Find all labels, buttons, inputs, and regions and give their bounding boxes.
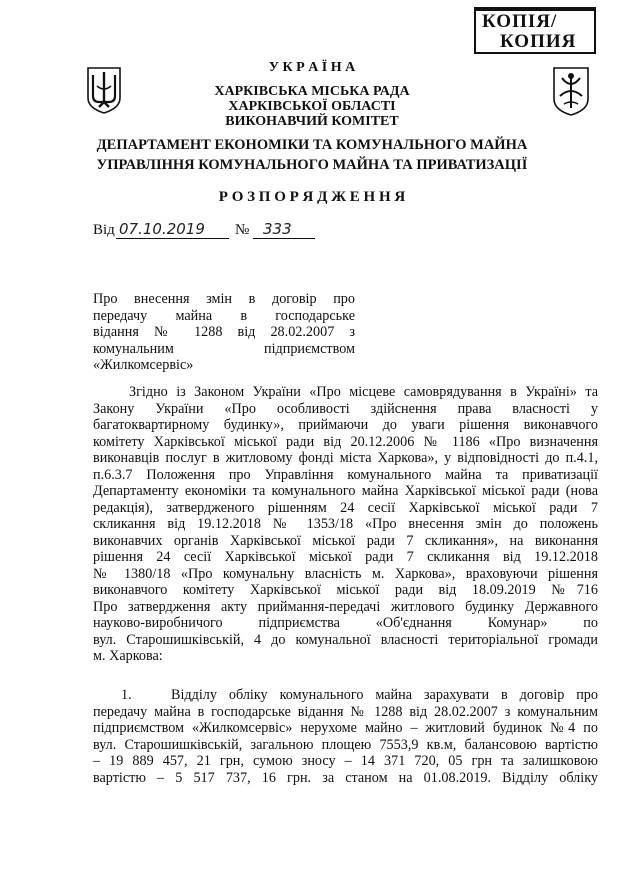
date-from-label: Від [93, 222, 115, 238]
item-1-line: – 19 889 457, 21 грн, сумою зносу – 14 371 720, 05 грн та залишковою [93, 753, 598, 769]
document-number: 333 [263, 220, 292, 238]
country-heading: У К Р А Ї Н А [268, 60, 356, 75]
subject-line: відання № 1288 від 28.02.2007 з [93, 324, 355, 340]
body-line: п.6.3.7 Положення про Управління комунального майна та приватизації [93, 466, 598, 483]
body-line: багатоквартирному будинку», приймаючи до уваги рішення виконавчого [93, 417, 598, 433]
stamp-line-2: КОПИЯ [500, 31, 577, 52]
number-underline [253, 238, 315, 239]
council-name-line-2: ХАРКІВСЬКОЇ ОБЛАСТІ [228, 99, 396, 114]
body-line: виконавців послуг в житловому фонді міста Харкова», у відповідності до п.4.1, [93, 450, 598, 466]
item-1-line: Відділу обліку комунального майна зарахувати в договір про [171, 687, 598, 703]
body-line: науково-виробничого підприємства «Об'єднання Комунар» по [93, 615, 598, 631]
date-number-line [93, 220, 333, 242]
department-heading: ДЕПАРТАМЕНТ ЕКОНОМІКИ ТА КОМУНАЛЬНОГО МАЙНА [96, 137, 528, 153]
body-line: Закону України «Про особливості здійснення права власності у [93, 400, 598, 417]
number-label: № [235, 222, 250, 238]
directorate-heading: УПРАВЛІННЯ КОМУНАЛЬНОГО МАЙНА ТА ПРИВАТИЗАЦІЇ [96, 157, 528, 173]
stamp-line-1: КОПІЯ/ [482, 11, 558, 32]
body-line: виконавчих органів Харківської міської ради 7 скликання», на виконання [93, 532, 598, 549]
body-line: комітету Харківської міської ради від 20.12.2006 № 1186 «Про визначення [93, 433, 598, 450]
body-line: № 1380/18 «Про комунальну власність м. Харкова», враховуючи рішення [93, 565, 598, 582]
subject-block [93, 291, 355, 374]
item-1-number: 1. [121, 687, 132, 703]
document-type-heading: Р О З П О Р Я Д Ж Е Н Н Я [218, 189, 406, 205]
body-line: виконавчого комітету Харківської міської ради від 18.09.2019 №716 [93, 582, 598, 598]
body-line: редакція), затвердженого рішенням 24 сесії Харківської міської ради 7 [93, 499, 598, 516]
council-name-line-1: ХАРКІВСЬКА МІСЬКА РАДА [214, 84, 410, 99]
date-underline [116, 238, 229, 239]
subject-line: «Жилкомсервіс» [93, 357, 194, 373]
body-line: Про затвердження акту приймання-передачі житлового будинку Державного [93, 598, 598, 615]
subject-line: Про внесення змін в договір про [93, 291, 355, 307]
item-1-line: вартістю – 5 517 737, 16 грн. за станом на 01.08.2019. Відділу обліку [93, 769, 598, 786]
item-1-paragraph [93, 687, 598, 786]
subject-line: комунальним підприємством [93, 340, 355, 357]
council-name-line-3: ВИКОНАВЧИЙ КОМІТЕТ [225, 114, 399, 129]
body-line: Департаменту економіки та комунального майна Харківської міської ради (нова [93, 483, 598, 499]
preamble-paragraph [93, 384, 598, 665]
body-line: Згідно із Законом України «Про місцеве самоврядування в Україні» та [129, 384, 598, 400]
document-date: 07.10.2019 [119, 220, 205, 238]
body-line: вул. Старошишківській, 4 до комунальної власності територіальної громади [93, 631, 598, 648]
body-line: скликання від 19.12.2018 № 1353/18 «Про внесення змін до положень [93, 516, 598, 532]
subject-line: передачу майна в господарське [93, 307, 355, 324]
item-1-line: вул. Старошишківській, загальною площею 7553,9 кв.м, балансовою вартістю [93, 736, 598, 753]
item-1-line: передачу майна в господарське відання № 1288 від 28.02.2007 з комунальним [93, 703, 598, 720]
copy-stamp [474, 8, 596, 54]
item-1-line: підприємством «Жилкомсервіс» нерухоме майно – житловий будинок №4 по [93, 720, 598, 736]
body-line: рішення 24 сесії Харківської міської ради 7 скликання від 19.12.2018 [93, 549, 598, 565]
body-line: м. Харкова: [93, 648, 163, 664]
